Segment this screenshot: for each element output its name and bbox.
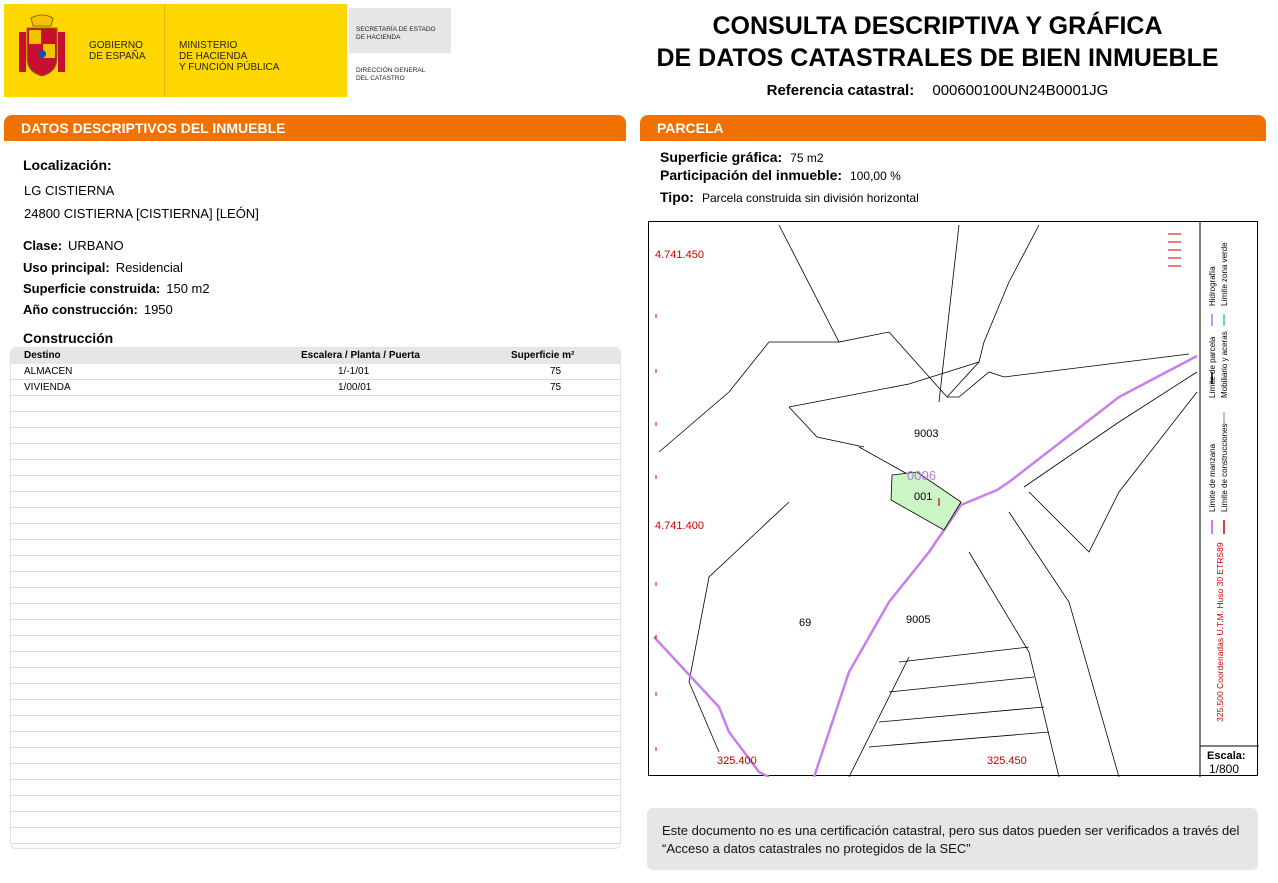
empty-table-row: [11, 828, 620, 844]
header-logos: [4, 4, 451, 97]
empty-table-row: [11, 476, 620, 492]
direccion-text: [356, 67, 425, 83]
row-epp: 1/-1/01: [338, 366, 370, 377]
empty-table-row: [11, 668, 620, 684]
legend-coords: 325.500 Coordenadas U.T.M. Huso 30 ETRS89: [1215, 542, 1225, 722]
title-line1: CONSULTA DESCRIPTIVA Y GRÁFICA: [712, 12, 1163, 40]
coord-x1-label: 325.400: [717, 755, 757, 767]
empty-table-row: [11, 428, 620, 444]
row-sup: 75: [550, 366, 562, 377]
empty-table-row: [11, 604, 620, 620]
section-header-parcela: PARCELA: [640, 115, 1266, 141]
scale-value: 1/800: [1209, 762, 1240, 776]
gobierno-text: [89, 40, 146, 62]
superficie-field: [23, 281, 210, 296]
parcela-tipo: [660, 189, 919, 205]
coord-y1-label: 4.741.450: [655, 249, 704, 261]
coord-y2-label: 4.741.400: [655, 520, 704, 532]
clase-value: URBANO: [68, 238, 124, 253]
parcela-part-label: Participación del inmueble:: [660, 167, 843, 183]
legend-manzana: Límite de manzana: [1208, 443, 1217, 512]
north-arrow-icon: [1168, 234, 1181, 266]
empty-table-row: [11, 636, 620, 652]
empty-table-row: [11, 796, 620, 812]
section-header-descriptivos: DATOS DESCRIPTIVOS DEL INMUEBLE: [4, 115, 626, 141]
empty-table-row: [11, 460, 620, 476]
parcela-part-value: 100,00 %: [850, 169, 901, 183]
label-001: 001: [914, 491, 933, 503]
parcela-sup-value: 75 m2: [790, 151, 824, 165]
col-superficie: Superficie m²: [511, 350, 575, 361]
map-drawing: [649, 222, 1259, 777]
empty-table-row: [11, 620, 620, 636]
legend-mobiliario: Mobiliario y aceras: [1220, 331, 1229, 398]
cadastral-map: [648, 221, 1258, 776]
label-0006: 0006: [907, 468, 936, 483]
clase-label: Clase:: [23, 238, 63, 253]
row-sup: 75: [550, 382, 562, 393]
empty-table-row: [11, 492, 620, 508]
table-row: [11, 364, 620, 380]
superficie-value: 150 m2: [166, 281, 210, 296]
empty-table-row: [11, 716, 620, 732]
anio-value: 1950: [143, 302, 173, 317]
legend-hidrografia: Hidrografía: [1208, 266, 1217, 306]
legend: [1207, 242, 1246, 776]
empty-table-row: [11, 588, 620, 604]
coord-x2-label: 325.450: [987, 755, 1027, 767]
label-9003: 9003: [914, 428, 939, 440]
ref-value: 000600100UN24B0001JG: [932, 82, 1109, 99]
uso-value: Residencial: [115, 260, 183, 275]
document-title: [640, 10, 1235, 74]
legend-parcela: Límite de parcela: [1208, 336, 1217, 398]
disclaimer-note: Este documento no es una certificación catastral, pero sus datos pueden ser verificados a través del “Acceso a datos catastrales no protegidos de la SEC”: [647, 808, 1258, 870]
row-destino: VIVIENDA: [24, 382, 71, 393]
empty-table-row: [11, 524, 620, 540]
anio-field: [23, 302, 173, 317]
localizacion-line1: LG CISTIERNA: [24, 183, 115, 198]
coat-of-arms-icon: [17, 14, 67, 84]
construccion-title: Construcción: [23, 330, 114, 346]
empty-table-row: [11, 812, 620, 828]
clase-field: [23, 238, 124, 253]
scale-label: Escala:: [1207, 750, 1246, 762]
uso-label: Uso principal:: [23, 260, 110, 275]
secretaria-box: [349, 8, 451, 53]
col-destino: Destino: [24, 350, 61, 361]
title-line2: DE DATOS CATASTRALES DE BIEN INMUEBLE: [656, 44, 1219, 72]
parcela-tipo-value: Parcela construida sin división horizontal: [701, 191, 919, 205]
empty-table-row: [11, 444, 620, 460]
row-destino: ALMACEN: [24, 366, 73, 377]
parcela-sup-label: Superficie gráfica:: [660, 149, 783, 165]
sec-line2: DE HACIENDA: [356, 34, 401, 41]
parcela-participacion: [660, 167, 901, 183]
dir-line1: DIRECCIÓN GENERAL: [356, 67, 426, 74]
ministerio-text: [179, 40, 279, 73]
empty-table-row: [11, 556, 620, 572]
empty-table-row: [11, 572, 620, 588]
empty-table-row: [11, 412, 620, 428]
dir-line2: DEL CATASTRO: [356, 75, 405, 82]
construccion-table: [10, 347, 621, 849]
ref-label: Referencia catastral:: [766, 82, 915, 99]
empty-table-row: [11, 748, 620, 764]
parcela-superficie: [660, 149, 824, 165]
legend-construcciones: Límite de construcciones: [1220, 423, 1229, 512]
uso-field: [23, 260, 183, 275]
referencia-catastral: [640, 82, 1235, 99]
empty-rows: [11, 396, 620, 844]
min-line2: DE HACIENDA: [179, 51, 248, 62]
empty-table-row: [11, 780, 620, 796]
empty-table-row: [11, 684, 620, 700]
min-line1: MINISTERIO: [179, 40, 238, 51]
superficie-label: Superficie construida:: [23, 281, 161, 296]
manzana-lines: [654, 356, 1197, 777]
localizacion-line2: 24800 CISTIERNA [CISTIERNA] [LEÓN]: [24, 206, 259, 221]
empty-table-row: [11, 396, 620, 412]
label-69: 69: [799, 617, 812, 629]
gov-line2: DE ESPAÑA: [89, 51, 146, 62]
legend-zona-verde: Límite zona verde: [1220, 242, 1229, 306]
table-header: [11, 348, 620, 364]
localizacion-label: Localización:: [23, 157, 112, 173]
parcela-tipo-label: Tipo:: [660, 189, 694, 205]
sec-line1: SECRETARÍA DE ESTADO: [356, 26, 436, 33]
label-9005: 9005: [906, 614, 931, 626]
ministerio-logo: [165, 4, 347, 97]
gov-line1: GOBIERNO: [89, 40, 143, 51]
col-escalera: Escalera / Planta / Puerta: [301, 350, 420, 361]
empty-table-row: [11, 540, 620, 556]
logo-yellow-band: [4, 4, 347, 97]
empty-table-row: [11, 732, 620, 748]
row-epp: 1/00/01: [338, 382, 372, 393]
empty-table-row: [11, 652, 620, 668]
secretaria-text: [356, 26, 436, 42]
empty-table-row: [11, 508, 620, 524]
min-line3: Y FUNCIÓN PÚBLICA: [179, 62, 280, 73]
table-row: [11, 380, 620, 396]
empty-table-row: [11, 764, 620, 780]
gobierno-logo: [4, 4, 164, 97]
anio-label: Año construcción:: [23, 302, 138, 317]
empty-table-row: [11, 700, 620, 716]
